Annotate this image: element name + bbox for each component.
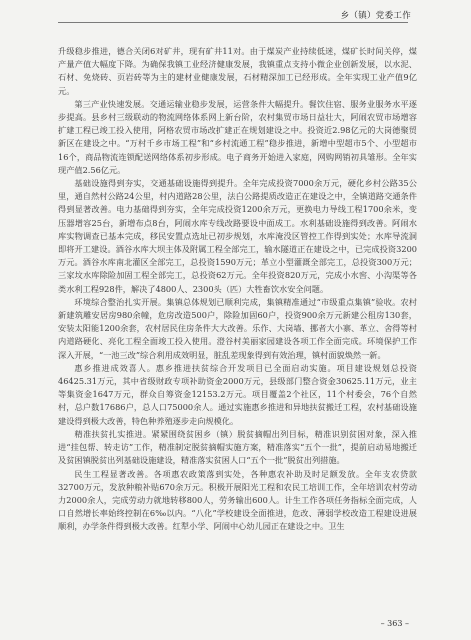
paragraph: 民生工程显著改善。各项惠农政策落到实处，各种惠农补助及时足额发放。全年支农贷款32700万元，发放种粮补贴670余万元。积极开展阳光工程和农民工培训工作，全年培训农村劳动力2000余人，完成劳动力就地转移800人，劳务输出600人。计生工作各项任务指标全面完成，人口自然增长率始终控制在6‰以内。“八化”学校建设全面推进，危改、薄弱学校改造工程建设进展顺利，办学条件得到极大改善。红犁小学、阿闹中心幼儿园正在建设之中。卫生 [58, 468, 417, 532]
running-head: 乡（镇）党委工作 [340, 11, 411, 21]
page-header [0, 0, 471, 34]
body-text [58, 45, 417, 534]
page-number: – 363 – [380, 619, 409, 628]
paragraph: 惠乡推进成效喜人。惠乡推进扶贫综合开发项目已全面启动实施。项目建设规划总投资46425.31万元，其中省级财政专项补助资金2000万元，县级部门整合资金30625.11万元，业主等集资金1647万元，群众自筹资金12153.2万元。项目覆盖2个社区，11个村委会，76个自然村，总户数17686户，总人口75000余人。通过实施惠乡推进和异地扶贫搬迁工程，农村基础设施建设得到极大改善，特色种养殖逐步走向规模化。 [58, 362, 417, 426]
paragraph: 第三产业快速发展。交通运输业稳步发展，运营条件大幅提升。餐饮住宿、服务业服务水平逐步提高。县乡村三级联动的物流网络体系网上新台阶，农村集贸市场日益壮大，阿闹农贸市场增容扩建工程已竣工投入使用，阿格农贸市场改扩建正在规划建设之中。投资近2.98亿元的大岗德聚贸新区在建设之中。“万村千乡市场工程”和“乡村流通工程”稳步推进，新增中型超市5个、小型超市16个，商品物流连锁配送网络体系初步形成。电子商务开始进入家庭，网购网销初具雏形。全年实现产值2.56亿元。 [58, 98, 417, 175]
paragraph: 升级稳步推进，德合关闭6对矿井，现有矿井11对。由于煤炭产业持续低迷，煤矿长时间关停，煤产量产值大幅度下降。为确保我镇工业经济健康发展，我镇重点支持小微企业创新发展，以水泥、石材、免烧砖、页岩砖等为主的建材业健康发展，石材精深加工已经形成。全年实现工业产值9亿元。 [58, 46, 417, 96]
paragraph: 基础设施得到夯实，交通基础设施得到提升。全年完成投资7000余万元，硬化乡村公路35公里，通自然村公路24公里，村内道路28公里，法白公路提质改造正在建设之中，全镇道路交通条件得到显著改善。电力基础得到夯实，全年完成投资1200余万元，更换电力导线工程1700余米，变压器增容25台，新增布点8台，阿闹水库专线改路要设中面成工。水利基础设施得到改善。阿闹水库实物调查已基本完成，移民安置点选址已初步规划，水库淹没区管控工作得到实处；水库导流洞即将开工建设。酒谷水库大坝主体及附属工程全部完工，输水隧道正在建设之中，已完成投资3200万元。酒谷水库南北灌区全部完工，总投资1590万元；革立小型灌溉全部完工，总投资300万元；三家坟水库除险加固工程全部完工，总投资62万元。全年投资820万元，完成小水窖、小沟渠等各类水利工程928件，解决了4800人、2300头（匹）大牲畜饮水安全问题。 [58, 178, 417, 294]
paragraph: 环境综合整治扎实开展。集镇总体规划已顺利完成，集镇精准通过“市级重点集镇”验收。农村新建筑雕安居房980余幢，危房改造500户，除险加固60户，投资900余万元新建公租房130套，安装太阳能1200余套，农村居民住房条件大大改善。乐作、大岗墙、挪者大小寨、革立、舍得等村内道路硬化、亮化工程全面竣工投入使用。澄谷村美丽家园建设各项工作全面完成。环境保护工作深入开展，“一池三改”综合利用成效明显，脏乱差现象得到有效治理，镇村面貌焕然一新。 [58, 296, 417, 360]
paragraph: 精准扶贫扎实推进。紧紧围绕贫困乡（镇）脱贫摘帽出列目标，精准识别贫困对象，深入推进“挂包帮、转走访”工作，精准制定脱贫摘帽实施方案，精准落实“五个一批”，提前启动易地搬迁及贫困镇脱贫出列基础设施建设，精准落实贫困人口“五个一批”脱贫出列措施。 [58, 428, 417, 466]
header-rule [58, 22, 408, 23]
